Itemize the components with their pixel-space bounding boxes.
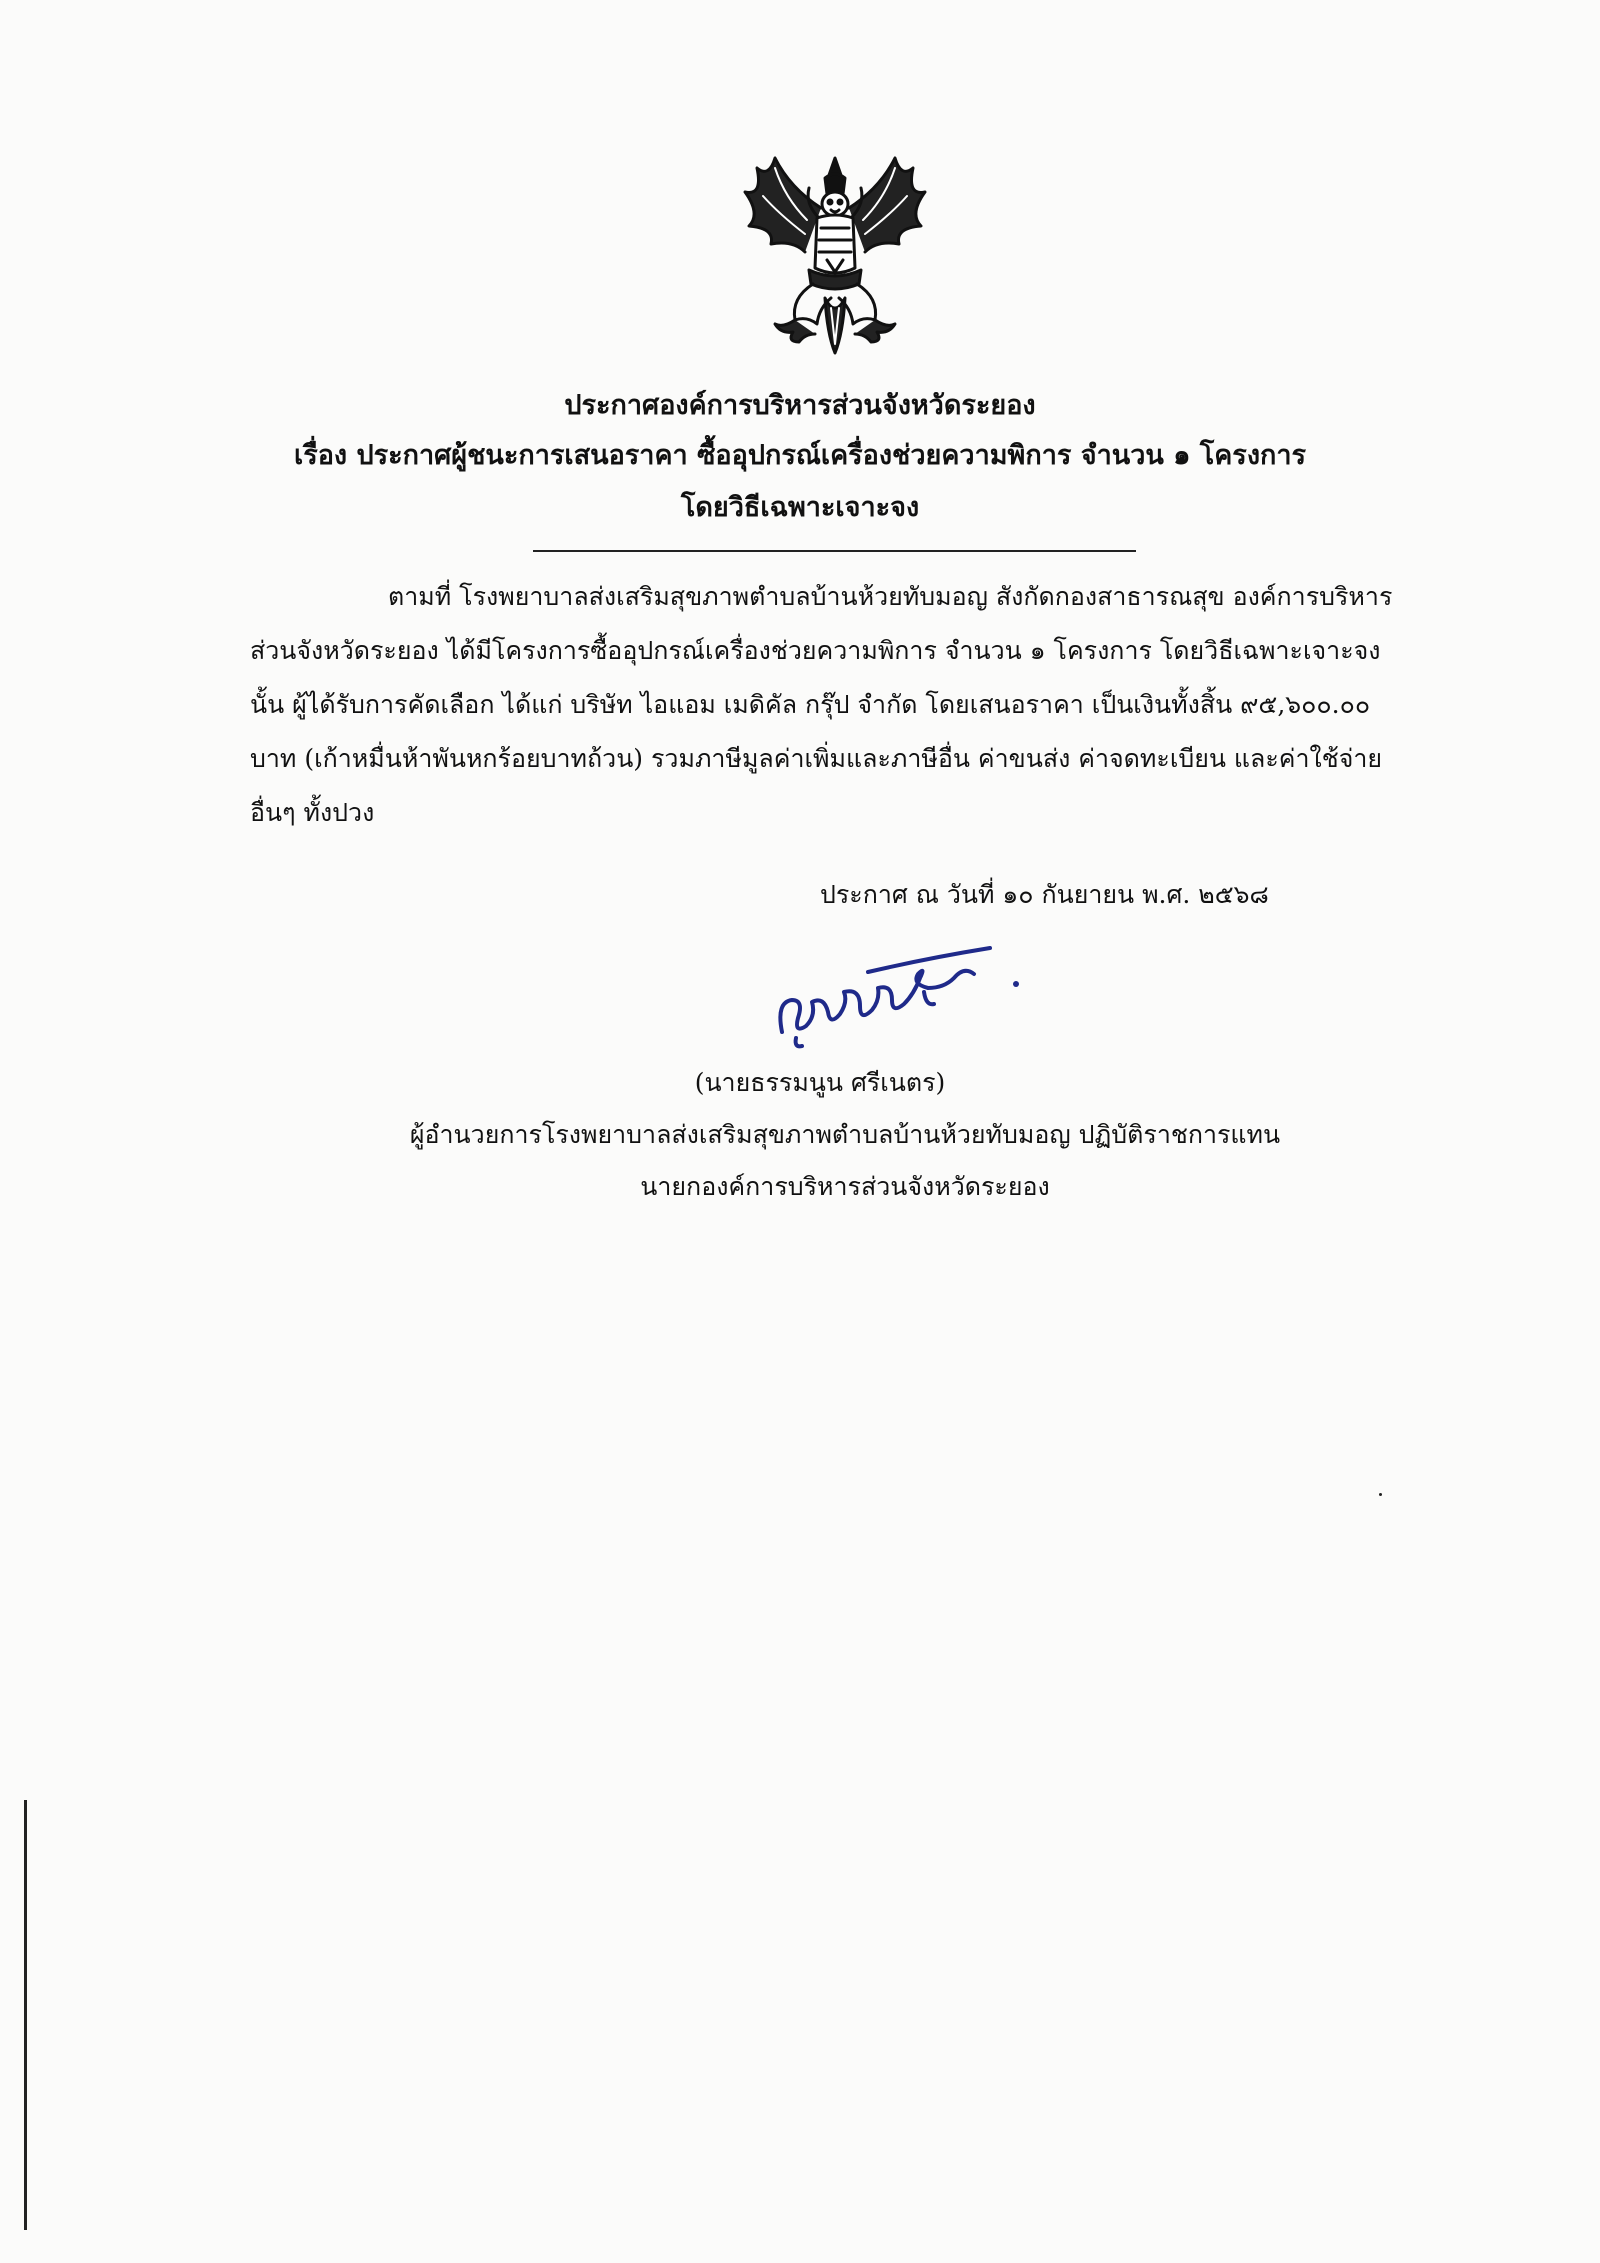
- body-line: ตามที่ โรงพยาบาลส่งเสริมสุขภาพตำบลบ้านห้วยทับมอญ สังกัดกองสาธารณสุข องค์การบริหาร: [388, 582, 1393, 611]
- body-line: อื่นๆ ทั้งปวง: [250, 798, 375, 827]
- body-line: นั้น ผู้ได้รับการคัดเลือก ได้แก่ บริษัท ไอแอม เมดิคัล กรุ๊ป จำกัด โดยเสนอราคา เป็นเงินทั้งสิ้น ๙๕,๖๐๐.๐๐: [250, 690, 1371, 719]
- title-divider: [533, 550, 1136, 552]
- garuda-emblem-icon: [735, 148, 935, 360]
- announcement-date: ประกาศ ณ วันที่ ๑๐ กันยายน พ.ศ. ๒๕๖๘: [820, 880, 1269, 909]
- signer-position: ผู้อำนวยการโรงพยาบาลส่งเสริมสุขภาพตำบลบ้านห้วยทับมอญ ปฏิบัติราชการแทน: [409, 1120, 1281, 1149]
- scan-edge-line: [24, 1800, 27, 2230]
- signer-position: นายกองค์การบริหารส่วนจังหวัดระยอง: [640, 1172, 1050, 1201]
- body-line: บาท (เก้าหมื่นห้าพันหกร้อยบาทถ้วน) รวมภาษีมูลค่าเพิ่มและภาษีอื่น ค่าขนส่ง ค่าจดทะเบียน และค่าใช้จ่าย: [250, 744, 1383, 773]
- body-line: ส่วนจังหวัดระยอง ได้มีโครงการซื้ออุปกรณ์เครื่องช่วยความพิการ จำนวน ๑ โครงการ โดยวิธีเฉพาะเจาะจง: [250, 636, 1381, 665]
- announcement-subject: เรื่อง ประกาศผู้ชนะการเสนอราคา ซื้ออุปกรณ์เครื่องช่วยความพิการ จำนวน ๑ โครงการ: [293, 440, 1307, 471]
- announcement-title: ประกาศองค์การบริหารส่วนจังหวัดระยอง: [564, 390, 1036, 421]
- handwritten-signature: [768, 922, 1028, 1062]
- signer-name: (นายธรรมนูน ศรีเนตร): [694, 1068, 946, 1097]
- scan-dot: [1379, 1493, 1382, 1496]
- announcement-method: โดยวิธีเฉพาะเจาะจง: [680, 492, 920, 523]
